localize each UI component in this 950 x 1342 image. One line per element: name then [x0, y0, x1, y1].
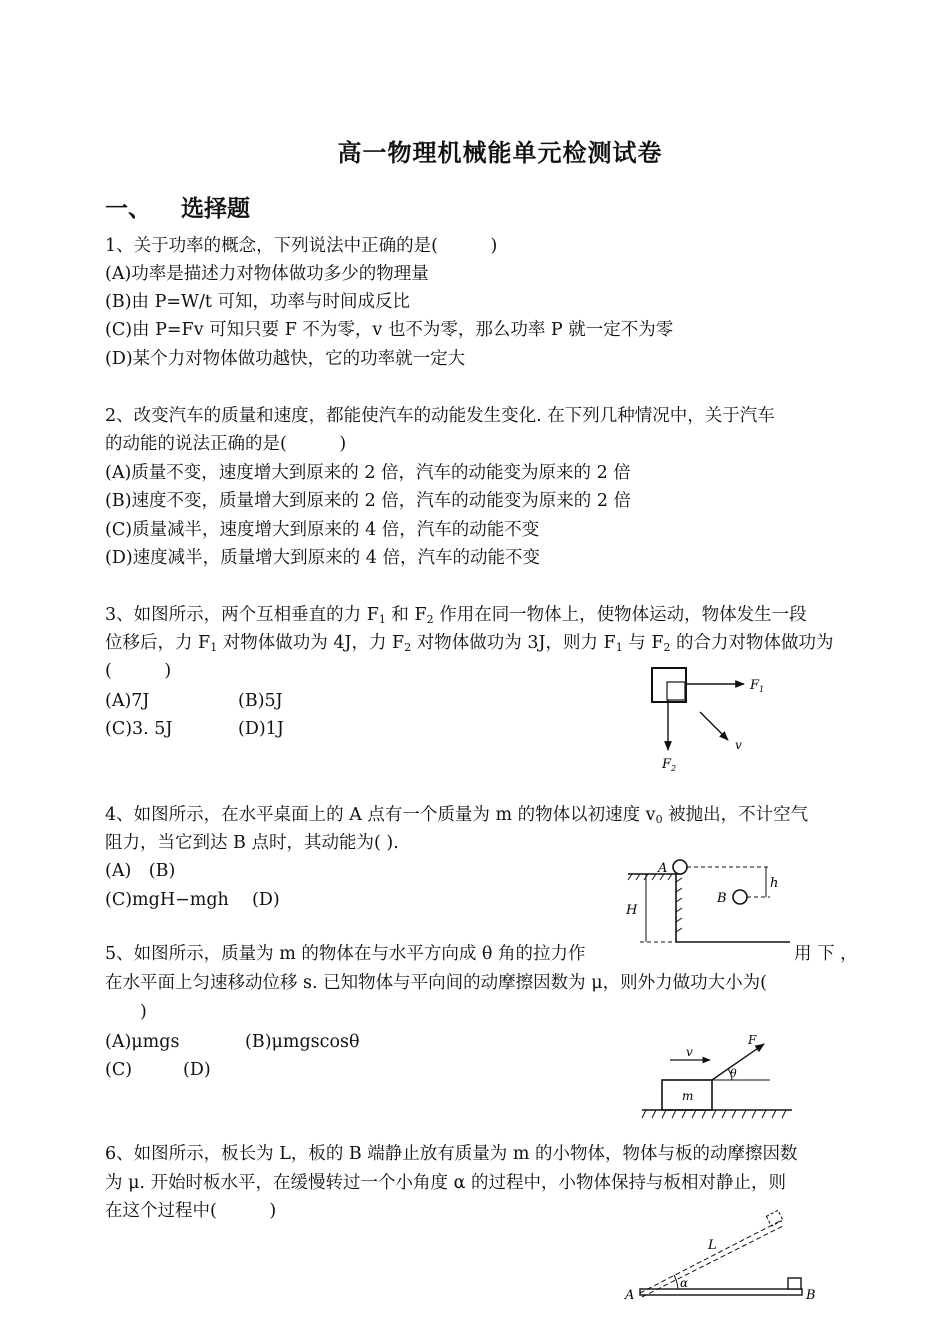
- q2-stem-line1: 2、改变汽车的质量和速度，都能使汽车的动能发生变化. 在下列几种情况中，关于汽车: [105, 406, 775, 426]
- q3-stem-line1: 3、如图所示，两个互相垂直的力 $F_1$ 和 $F_2$ 作用在同一物体上，使物体运动，物体发生一段: [105, 605, 807, 626]
- q6-block: [788, 1278, 801, 1289]
- q6-board: [640, 1289, 802, 1295]
- q2-option-b: (B)速度不变，质量增大到原来的 2 倍，汽车的动能变为原来的 2 倍: [105, 491, 632, 511]
- q5-stem-line2: 在水平面上匀速移动位移 s. 已知物体与平向间的动摩擦因数为 μ，则外力做功大小为(: [105, 973, 767, 993]
- q1-option-d: (D)某个力对物体做功越快，它的功率就一定大: [105, 349, 466, 369]
- q3-option-d: (D)1J: [238, 719, 284, 739]
- q6-label-b: B: [806, 1288, 816, 1303]
- q5-label-v: v: [686, 1045, 693, 1059]
- q3-f1-label: $F_1$: [750, 678, 765, 694]
- q4-option-c: (C)mgH−mgh: [105, 890, 229, 910]
- q5-stem-line3: ): [140, 1002, 147, 1022]
- q6-stem-line3: 在这个过程中( ): [105, 1201, 277, 1221]
- q3-stem-line2: 位移后，力 $F_1$ 对物体做功为 4J，力 $F_2$ 对物体做功为 3J，则力 $F_1$ 与 $F_2$ 的合力对物体做功为: [105, 633, 834, 654]
- q5-option-d: (D): [183, 1060, 211, 1080]
- q5-label-m: m: [682, 1089, 694, 1103]
- q5-stem-line1b: 用 下 ，: [794, 944, 858, 964]
- q4-stem-line1: 4、如图所示，在水平桌面上的 A 点有一个质量为 m 的物体以初速度 $v_0$ 被抛出，不计空气: [105, 805, 809, 826]
- q4-label-a: A: [658, 861, 668, 876]
- q2-option-c: (C)质量减半，速度增大到原来的 4 倍，汽车的动能不变: [105, 520, 540, 540]
- q2-option-d: (D)速度减半，质量增大到原来的 4 倍，汽车的动能不变: [105, 548, 540, 568]
- q2-option-a: (A)质量不变，速度增大到原来的 2 倍，汽车的动能变为原来的 2 倍: [105, 463, 631, 483]
- q6-stem-line2: 为 μ. 开始时板水平，在缓慢转过一个小角度 α 的过程中，小物体保持与板相对静止，则: [105, 1173, 787, 1193]
- section-heading: [105, 190, 250, 223]
- q1-option-c: (C)由 P=Fv 可知只要 F 不为零，v 也不为零，那么功率 P 就一定不为零: [105, 320, 674, 340]
- q3-block-center: [667, 682, 685, 700]
- q5-label-f: F: [748, 1033, 757, 1047]
- q3-option-a: (A)7J: [105, 691, 150, 711]
- q4-label-h-small: h: [770, 876, 779, 891]
- q6-label-l: L: [708, 1238, 717, 1253]
- q5-label-theta: θ: [730, 1067, 737, 1080]
- q1-option-a: (A)功率是描述力对物体做功多少的物理量: [105, 264, 429, 284]
- q3-answer-blank: ( ): [105, 661, 172, 681]
- q4-label-h-big: H: [626, 903, 638, 918]
- q3-f2-label: $F_2$: [662, 757, 677, 773]
- q5-option-a: (A)μmgs: [105, 1032, 180, 1052]
- q5-option-c: (C): [105, 1060, 133, 1080]
- q6-label-a: A: [625, 1288, 635, 1303]
- q6-inclined-board-diagram: [620, 1205, 825, 1315]
- q5-friction-diagram: [640, 1030, 800, 1125]
- q4-stem-line2: 阻力，当它到达 B 点时，其动能为( ).: [105, 833, 399, 853]
- q4-point-a-ball: [673, 860, 687, 874]
- q1-option-b: (B)由 P=W/t 可知，功率与时间成反比: [105, 292, 410, 312]
- q3-option-c: (C)3. 5J: [105, 719, 173, 739]
- q6-label-alpha: α: [680, 1276, 689, 1290]
- q4-projectile-diagram: [620, 852, 795, 947]
- section-number: 一、: [105, 195, 151, 222]
- q4-point-b-ball: [733, 890, 747, 904]
- q3-v-arrow: [700, 712, 728, 740]
- page-title: 高一物理机械能单元检测试卷: [337, 138, 663, 167]
- q5-option-b: (B)μmgscosθ: [245, 1032, 360, 1052]
- q3-v-label: v: [735, 738, 742, 752]
- q5-stem-line1a: 5、如图所示，质量为 m 的物体在与水平方向成 θ 角的拉力作: [105, 944, 586, 964]
- q3-force-diagram: [640, 660, 780, 775]
- q3-option-b: (B)5J: [238, 691, 283, 711]
- q3-block: [652, 668, 686, 702]
- q5-pull-force-arrow: [712, 1044, 764, 1080]
- section-label: 选择题: [181, 195, 250, 222]
- q4-option-d: (D): [252, 890, 280, 910]
- q4-label-b: B: [717, 891, 727, 906]
- q4-options-ab: (A) (B): [105, 861, 176, 881]
- q1-stem: 1、关于功率的概念，下列说法中正确的是( ): [105, 236, 498, 256]
- q2-stem-line2: 的动能的说法正确的是( ): [105, 434, 347, 454]
- q6-stem-line1: 6、如图所示，板长为 L，板的 B 端静止放有质量为 m 的小物体，物体与板的动摩擦因数: [105, 1144, 798, 1164]
